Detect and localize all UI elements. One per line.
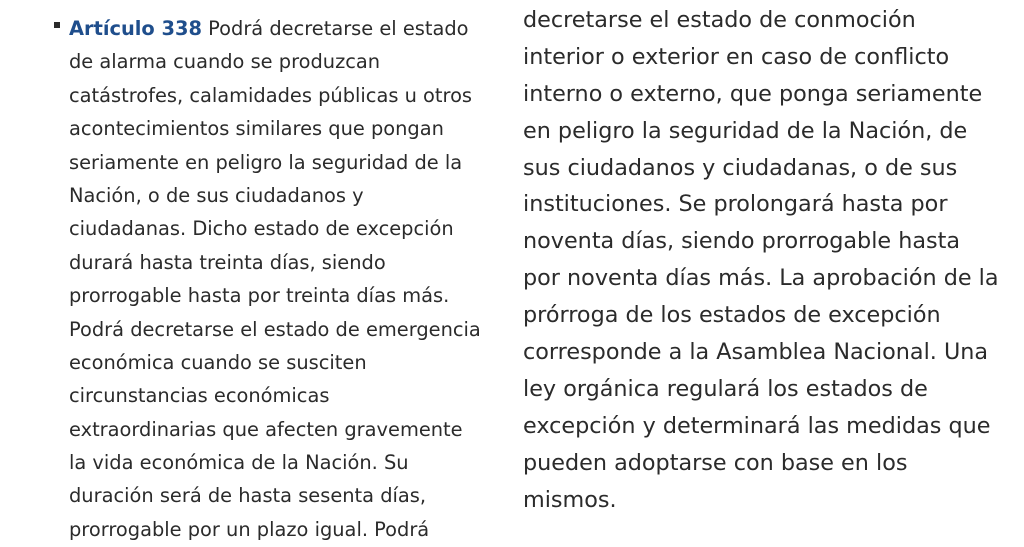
- article-text-line: Nación, o de sus ciudadanos y: [69, 183, 364, 207]
- article-text-line: excepción y determinará las medidas que: [523, 412, 991, 439]
- article-text-line: mismos.: [523, 486, 617, 513]
- article-text-line: noventa días, siendo prorrogable hasta: [523, 228, 961, 255]
- article-text-line: acontecimientos similares que pongan: [69, 117, 444, 141]
- article-text-line: prorrogable por un plazo igual. Podrá: [69, 517, 430, 541]
- article-text-line: durará hasta treinta días, siendo: [69, 250, 386, 274]
- article-text-line: de alarma cuando se produzcan: [69, 50, 381, 74]
- article-text-line: ciudadanas. Dicho estado de excepción: [69, 217, 454, 241]
- article-338-link[interactable]: Artículo 338: [69, 17, 202, 40]
- article-text-line: interior o exterior en caso de conflicto: [523, 43, 950, 70]
- article-text-line: corresponde a la Asamblea Nacional. Una: [523, 339, 989, 366]
- article-text-right-column: [523, 0, 1018, 518]
- article-text-line: prorrogable hasta por treinta días más.: [69, 284, 450, 308]
- list-bullet-icon: [54, 34, 69, 35]
- article-text-line: Podrá decretarse el estado de emergencia: [69, 317, 481, 341]
- article-text-line: prórroga de los estados de excepción: [523, 302, 941, 329]
- article-first-line: [54, 12, 514, 45]
- article-text-line: extraordinarias que afecten gravemente: [69, 417, 463, 441]
- article-text-left-column: [54, 0, 514, 546]
- article-text-line: ley orgánica regulará los estados de: [523, 375, 928, 402]
- article-text-line: instituciones. Se prolongará hasta por: [523, 191, 948, 218]
- article-text-line: seriamente en peligro la seguridad de la: [69, 150, 463, 174]
- article-text-line: interno o externo, que ponga seriamente: [523, 80, 983, 107]
- article-text-line: la vida económica de la Nación. Su: [69, 451, 409, 475]
- article-text-line: duración será de hasta sesenta días,: [69, 484, 427, 508]
- article-text-line: pueden adoptarse con base en los: [523, 449, 908, 476]
- article-text-line: catástrofes, calamidades públicas u otros: [69, 83, 473, 107]
- article-text-line: decretarse el estado de conmoción: [523, 7, 916, 33]
- article-text-line: en peligro la seguridad de la Nación, de: [523, 117, 968, 144]
- article-text-line: por noventa días más. La aprobación de la: [523, 265, 999, 292]
- article-first-line-text: Podrá decretarse el estado: [201, 17, 469, 40]
- article-text-line: sus ciudadanos y ciudadanas, o de sus: [523, 154, 958, 181]
- article-text-line: económica cuando se susciten: [69, 350, 367, 374]
- article-text-line: circunstancias económicas: [69, 384, 330, 408]
